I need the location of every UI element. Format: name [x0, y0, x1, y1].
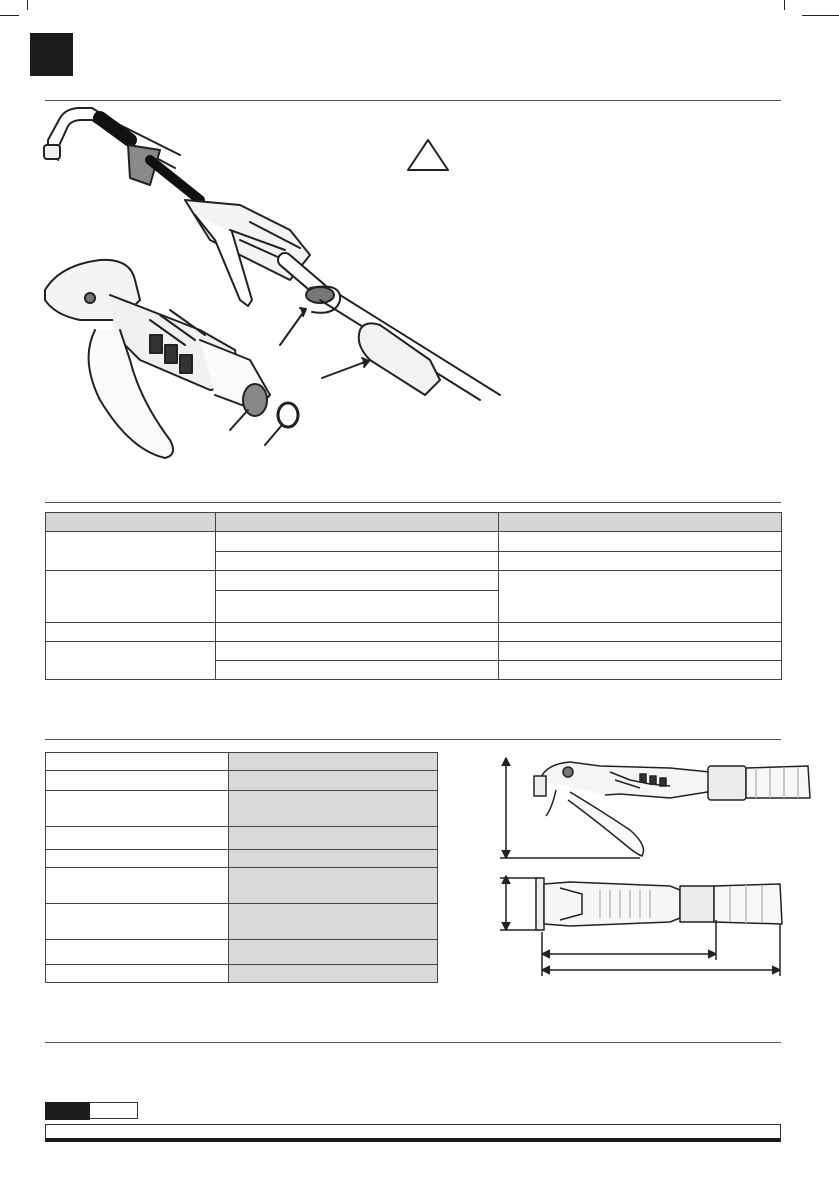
spec-value-cell [229, 850, 438, 868]
table-cell [499, 642, 782, 661]
table-header-cell [216, 513, 499, 532]
spec-row [46, 868, 438, 904]
spec-row [46, 965, 438, 983]
table-header-cell [499, 513, 782, 532]
footer-page-tab-outline [90, 1102, 138, 1119]
table-header-cell [46, 513, 216, 532]
table-cell [46, 571, 216, 623]
table-header-row [46, 513, 782, 532]
table-row [46, 623, 782, 642]
section-divider [45, 739, 781, 740]
table-cell [216, 532, 499, 552]
spec-row [46, 827, 438, 850]
table-row [46, 571, 782, 591]
section-divider [45, 1042, 781, 1043]
spec-value-cell [229, 868, 438, 904]
nozzle-assembly-illustration [0, 0, 839, 500]
spec-label-cell [46, 940, 229, 965]
spec-label-cell [46, 965, 229, 983]
nozzle-side-view-dimension-drawing [490, 750, 820, 870]
table-cell [216, 571, 499, 591]
table-cell [216, 623, 499, 642]
spec-value-cell [229, 965, 438, 983]
spec-label-cell [46, 868, 229, 904]
spec-row [46, 904, 438, 940]
table-cell [216, 661, 499, 680]
spec-value-cell [229, 940, 438, 965]
table-cell [499, 532, 782, 552]
spec-label-cell [46, 904, 229, 940]
footer-page-tab [45, 1102, 90, 1120]
table-cell [499, 661, 782, 680]
spec-row [46, 940, 438, 965]
spec-row [46, 791, 438, 827]
spec-value-cell [229, 771, 438, 791]
table-cell [499, 623, 782, 642]
spec-row [46, 753, 438, 771]
spec-label-cell [46, 827, 229, 850]
spec-value-cell [229, 827, 438, 850]
troubleshooting-table [45, 512, 782, 680]
spec-label-cell [46, 850, 229, 868]
table-cell [46, 642, 216, 680]
spec-row [46, 771, 438, 791]
table-cell [499, 571, 782, 623]
nozzle-top-view-dimension-drawing [490, 872, 820, 982]
spec-label-cell [46, 791, 229, 827]
table-cell [46, 623, 216, 642]
table-row [46, 532, 782, 552]
table-cell [216, 552, 499, 571]
spec-row [46, 850, 438, 868]
table-cell [46, 532, 216, 571]
spec-value-cell [229, 904, 438, 940]
table-cell [499, 552, 782, 571]
spec-label-cell [46, 771, 229, 791]
table-cell [216, 591, 499, 623]
specifications-table [45, 752, 438, 983]
spec-label-cell [46, 753, 229, 771]
spec-value-cell [229, 753, 438, 771]
warning-triangle-icon [408, 140, 448, 170]
spec-value-cell [229, 791, 438, 827]
table-row [46, 642, 782, 661]
table-cell [216, 642, 499, 661]
section-divider [45, 502, 781, 503]
footer-bar [45, 1124, 781, 1142]
